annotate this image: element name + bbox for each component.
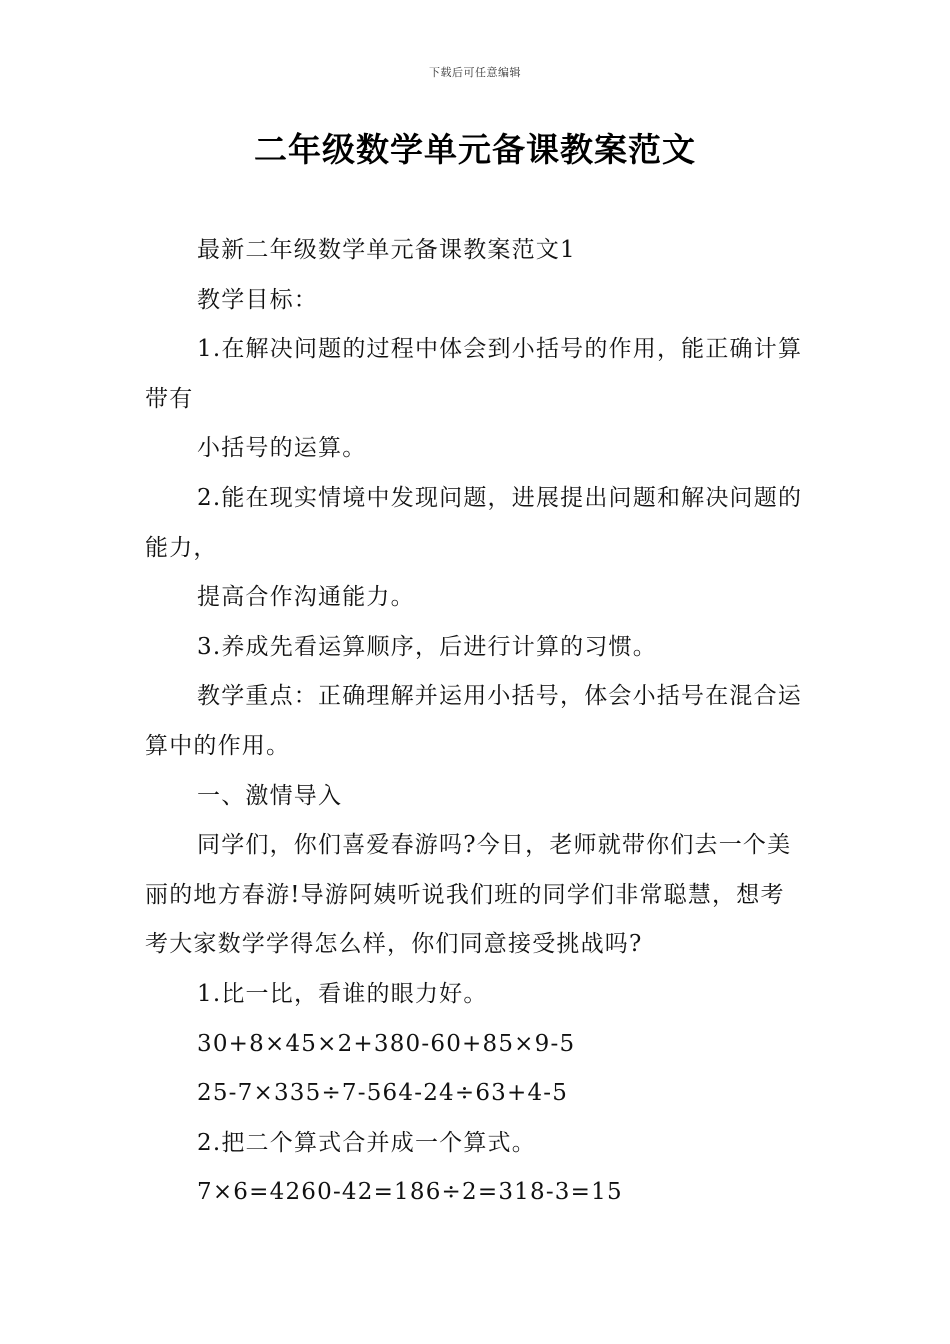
paragraph-key-point: 教学重点：正确理解并运用小括号，体会小括号在混合运算中的作用。 — [145, 683, 802, 759]
paragraph-objective-3: 3.养成先看运算顺序，后进行计算的习惯。 — [197, 633, 657, 660]
header-note: 下载后可任意编辑 — [429, 66, 521, 79]
paragraph-objective-1: 1.在解决问题的过程中体会到小括号的作用，能正确计算带有 — [145, 336, 803, 412]
document-title: 二年级数学单元备课教案范文 — [254, 130, 696, 169]
paragraph-expression-2: 25-7×335÷7-564-24÷63+4-5 — [197, 1080, 569, 1107]
paragraph-objectives-heading: 教学目标： — [197, 286, 318, 313]
document-body — [145, 226, 807, 1218]
paragraph-objective-2: 2.能在现实情境中发现问题，进展提出问题和解决问题的能力， — [145, 484, 803, 561]
paragraph-section-1-heading: 一、激情导入 — [197, 782, 343, 809]
paragraph-intro: 同学们，你们喜爱春游吗?今日，老师就带你们去一个美丽的地方春游!导游阿姨听说我们班的同学们非常聪慧，想考考大家数学学得怎么样，你们同意接受挑战吗? — [145, 832, 792, 958]
paragraph-expression-3: 7×6=4260-42=186÷2=318-3=15 — [197, 1179, 623, 1206]
paragraph-exercise-1: 1.比一比，看谁的眼力好。 — [197, 980, 488, 1007]
paragraph-expression-1: 30+8×45×2+380-60+85×9-5 — [197, 1030, 576, 1057]
paragraph-subtitle: 最新二年级数学单元备课教案范文1 — [197, 237, 576, 263]
paragraph-objective-1-cont: 小括号的运算。 — [197, 435, 367, 462]
paragraph-exercise-2: 2.把二个算式合并成一个算式。 — [197, 1129, 536, 1156]
paragraph-objective-2-cont: 提高合作沟通能力。 — [197, 584, 415, 611]
